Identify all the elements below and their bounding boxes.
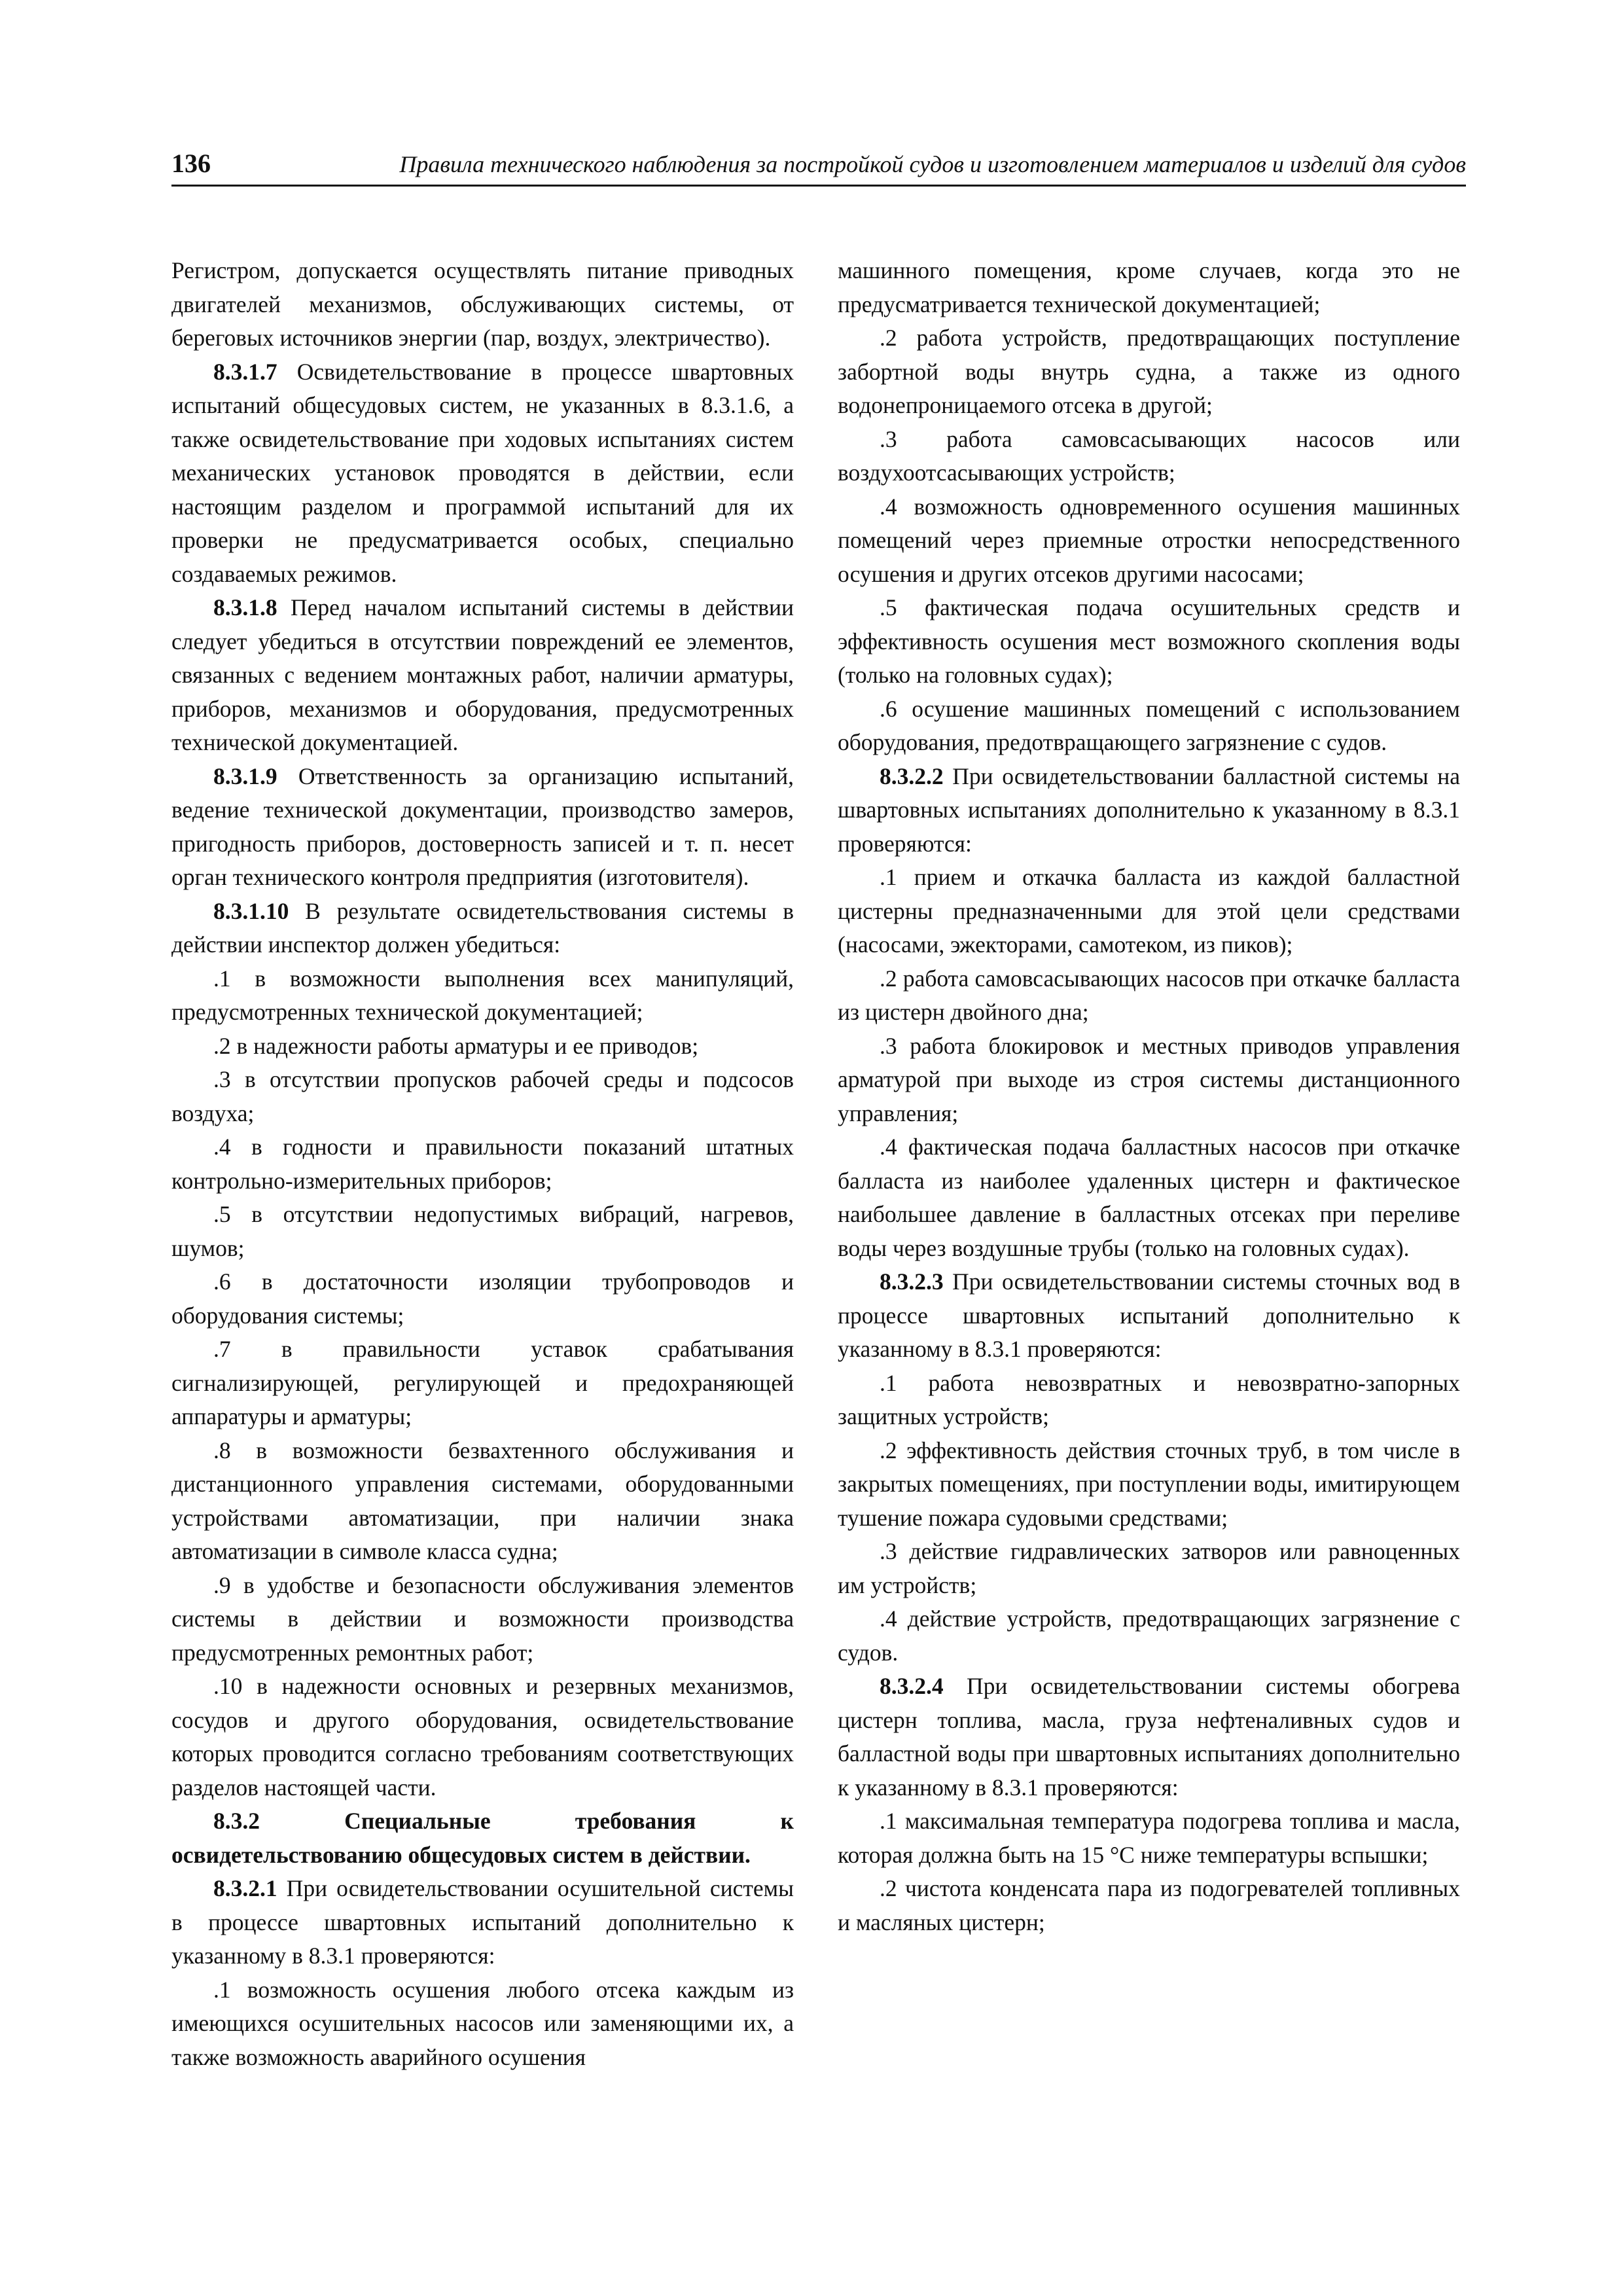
paragraph-text: .3 работа блокировок и местных приводов управления арматурой при выходе из строя системы дистанционного управления; xyxy=(838,1032,1460,1126)
paragraph-text: .6 осушение машинных помещений с использованием оборудования, предотвращающего загрязнение с судов. xyxy=(838,695,1460,755)
paragraph xyxy=(838,1872,1460,1939)
paragraph xyxy=(838,254,1460,321)
paragraph-text: .4 в годности и правильности показаний штатных контрольно-измерительных приборов; xyxy=(171,1134,794,1194)
paragraph xyxy=(838,591,1460,692)
paragraph-text: .9 в удобстве и безопасности обслуживания элементов системы в действии и возможности производства предусмотренных ремонтных работ; xyxy=(171,1571,794,1666)
paragraph xyxy=(171,1198,794,1265)
paragraph xyxy=(838,1367,1460,1434)
paragraph-text: .8 в возможности безвахтенного обслуживания и дистанционного управления системами, оборудованными устройствами автоматизации, при наличии знака автоматизации в символе класса судна; xyxy=(171,1437,794,1564)
paragraph-text: .4 возможность одновременного осушения машинных помещений через приемные отростки непосредственного осушения и других отсеков другими насосами; xyxy=(838,493,1460,587)
page-header xyxy=(171,145,1466,187)
paragraph xyxy=(171,895,794,962)
paragraph xyxy=(171,1130,794,1198)
paragraph-text: .2 эффективность действия сточных труб, в том числе в закрытых помещениях, при поступлении воды, имитирующем тушение пожара судовыми средствами; xyxy=(838,1437,1460,1531)
paragraph-text: .5 в отсутствии недопустимых вибраций, нагревов, шумов; xyxy=(171,1201,794,1261)
paragraph-text: .7 в правильности уставок срабатывания сигнализирующей, регулирующей и предохраняющей аппаратуры и арматуры; xyxy=(171,1336,794,1429)
paragraph xyxy=(838,490,1460,592)
paragraph xyxy=(171,1670,794,1804)
paragraph-text: .2 в надежности работы арматуры и ее приводов; xyxy=(213,1032,699,1059)
paragraph xyxy=(171,962,794,1030)
paragraph xyxy=(838,1670,1460,1804)
paragraph-text: При освидетельствовании системы сточных вод в процессе швартовных испытаний дополнительно к указанному в 8.3.1 проверяются: xyxy=(838,1268,1460,1362)
paragraph-text: Перед началом испытаний системы в действии следует убедиться в отсутствии повреждений ее элементов, связанных с ведением монтажных работ, наличии арматуры, приборов, механизмов и оборудования, предусмотренных технической документацией. xyxy=(171,594,794,755)
clause-number: 8.3.1.10 xyxy=(213,897,289,924)
paragraph xyxy=(171,1063,794,1130)
paragraph-text: .1 возможность осушения любого отсека каждым из имеющихся осушительных насосов или заменяющими их, а также возможность аварийного осушения xyxy=(171,1976,794,2070)
paragraph xyxy=(838,1535,1460,1602)
paragraph-text: .6 в достаточности изоляции трубопроводов и оборудования системы; xyxy=(171,1268,794,1329)
paragraph-text: .2 работа самовсасывающих насосов при откачке балласта из цистерн двойного дна; xyxy=(838,965,1460,1025)
paragraph xyxy=(171,1804,794,1872)
paragraph-text: .3 действие гидравлических затворов или равноценных им устройств; xyxy=(838,1538,1460,1598)
paragraph-text: .1 работа невозвратных и невозвратно-запорных защитных устройств; xyxy=(838,1369,1460,1429)
paragraph xyxy=(838,1804,1460,1872)
paragraph xyxy=(838,692,1460,760)
paragraph-text: .1 прием и откачка балласта из каждой балластной цистерны предназначенными для этой цели средствами (насосами, эжекторами, самотеком, из пиков); xyxy=(838,864,1460,958)
paragraph xyxy=(171,1265,794,1333)
paragraph xyxy=(838,1602,1460,1670)
paragraph-text: При освидетельствовании балластной системы на швартовных испытаниях дополнительно к указанному в 8.3.1 проверяются: xyxy=(838,762,1460,857)
paragraph-text: Освидетельствование в процессе швартовных испытаний общесудовых систем, не указанных в 8.3.1.6, а также освидетельствование при ходовых испытаниях систем механических установок проводятся в действии, если настоящим разделом и программой испытаний для их проверки не предусматривается особых, специально создаваемых режимов. xyxy=(171,358,794,587)
clause-number: 8.3.2.3 xyxy=(880,1268,944,1295)
running-title: Правила технического наблюдения за постройкой судов и изготовлением материалов и изделий для судов xyxy=(399,151,1466,177)
paragraph xyxy=(838,1434,1460,1535)
paragraph xyxy=(171,591,794,760)
clause-number: 8.3.1.7 xyxy=(213,358,277,385)
paragraph-text: .2 чистота конденсата пара из подогревателей топливных и масляных цистерн; xyxy=(838,1875,1460,1935)
paragraph-text: Регистром, допускается осуществлять питание приводных двигателей механизмов, обслуживающих системы, от береговых источников энергии (пар, воздух, электричество). xyxy=(171,257,794,351)
clause-number: 8.3.1.8 xyxy=(213,594,277,620)
paragraph-text: .5 фактическая подача осушительных средств и эффективность осушения мест возможного скопления воды (только на головных судах); xyxy=(838,594,1460,688)
paragraph-text: .1 в возможности выполнения всех манипуляций, предусмотренных технической документацией; xyxy=(171,965,794,1025)
paragraph-text: При освидетельствовании осушительной системы в процессе швартовных испытаний дополнительно к указанному в 8.3.1 проверяются: xyxy=(171,1875,794,1969)
clause-number: 8.3.2.2 xyxy=(880,762,944,789)
paragraph-text: .1 максимальная температура подогрева топлива и масла, которая должна быть на 15 °С ниже температуры вспышки; xyxy=(838,1808,1460,1868)
paragraph xyxy=(838,1030,1460,1131)
clause-number: 8.3.2.1 xyxy=(213,1875,277,1901)
paragraph-text: .4 фактическая подача балластных насосов при откачке балласта из наиболее удаленных цистерн и фактическое наибольшее давление в балластных отсеках при переливе воды через воздушные трубы (только на головных судах). xyxy=(838,1134,1460,1261)
paragraph xyxy=(838,1130,1460,1265)
paragraph xyxy=(171,355,794,592)
paragraph xyxy=(838,760,1460,861)
paragraph-text: .3 в отсутствии пропусков рабочей среды и подсосов воздуха; xyxy=(171,1066,794,1126)
paragraph xyxy=(171,254,794,355)
paragraph-text: .10 в надежности основных и резервных механизмов, сосудов и другого оборудования, освидетельствование которых проводится согласно требованиям соответствующих разделов настоящей части. xyxy=(171,1673,794,1801)
paragraph xyxy=(171,1333,794,1434)
clause-number: 8.3.2 xyxy=(213,1808,260,1834)
paragraph-text: При освидетельствовании системы обогрева цистерн топлива, масла, груза нефтеналивных судов и балластной воды при швартовных испытаниях дополнительно к указанному в 8.3.1 проверяются: xyxy=(838,1673,1460,1801)
paragraph xyxy=(838,321,1460,423)
paragraph-text: .3 работа самовсасывающих насосов или воздухоотсасывающих устройств; xyxy=(838,425,1460,486)
clause-number: 8.3.2.4 xyxy=(880,1673,944,1699)
page-number: 136 xyxy=(171,149,211,178)
paragraph xyxy=(171,1030,794,1064)
right-column xyxy=(838,254,1460,1939)
paragraph xyxy=(171,1973,794,2075)
paragraph-text: машинного помещения, кроме случаев, когда это не предусматривается технической документацией; xyxy=(838,257,1460,317)
paragraph xyxy=(838,861,1460,962)
paragraph xyxy=(171,1872,794,1973)
paragraph-text: .2 работа устройств, предотвращающих поступление забортной воды внутрь судна, а также из одного водонепроницаемого отсека в другой; xyxy=(838,325,1460,418)
paragraph-text: Специальные требования к освидетельствованию общесудовых систем в действии. xyxy=(171,1808,794,1868)
paragraph xyxy=(838,1265,1460,1367)
paragraph xyxy=(171,1569,794,1670)
paragraph-text: .4 действие устройств, предотвращающих загрязнение с судов. xyxy=(838,1605,1460,1666)
paragraph xyxy=(171,1434,794,1569)
paragraph xyxy=(171,760,794,895)
left-column xyxy=(171,254,794,2074)
paragraph xyxy=(838,423,1460,490)
paragraph-text: В результате освидетельствования системы в действии инспектор должен убедиться: xyxy=(171,897,794,958)
paragraph-text: Ответственность за организацию испытаний, ведение технической документации, производство замеров, пригодность приборов, достоверность записей и т. п. несет орган технического контроля предприятия (изготовителя). xyxy=(171,762,794,890)
clause-number: 8.3.1.9 xyxy=(213,762,277,789)
paragraph xyxy=(838,962,1460,1030)
